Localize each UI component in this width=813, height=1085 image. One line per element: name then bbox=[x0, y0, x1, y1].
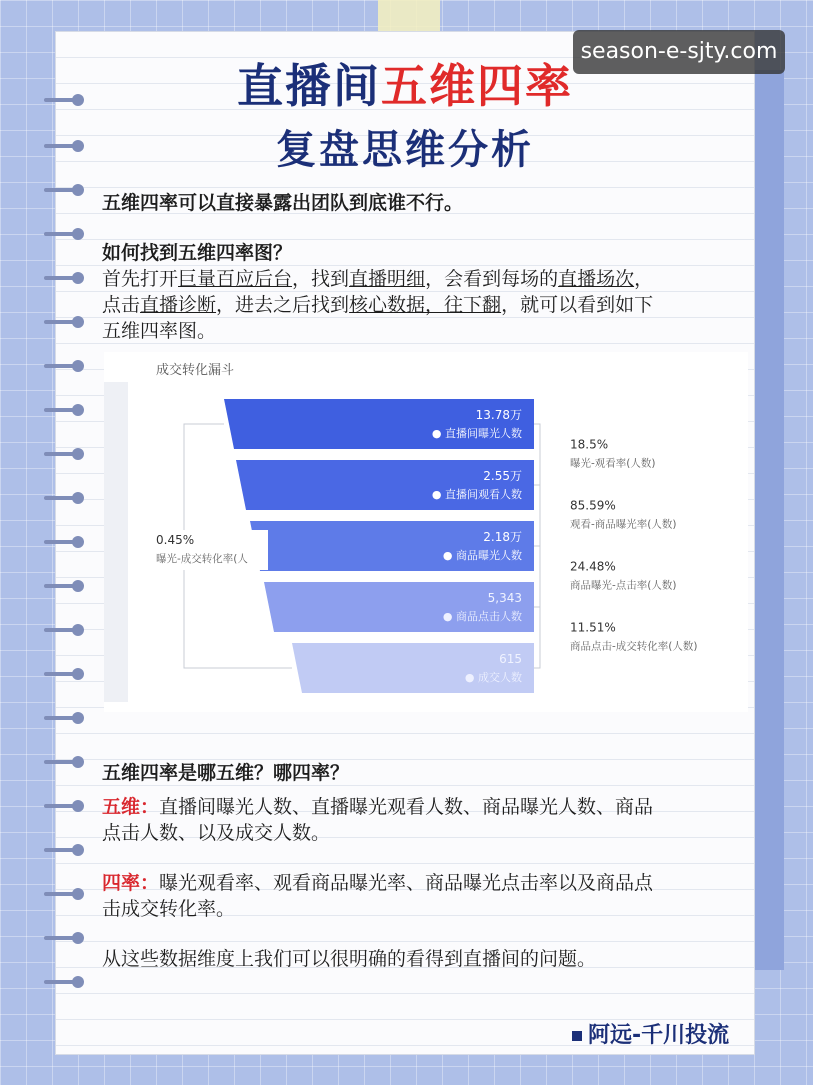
ring-dot bbox=[72, 668, 84, 680]
ring-dot bbox=[72, 404, 84, 416]
closing-text: 从这些数据维度上我们可以很明确的看得到直播间的问题。 bbox=[102, 948, 597, 970]
how-link-baiying: 巨量百应后台 bbox=[178, 268, 293, 290]
ring-dot bbox=[72, 272, 84, 284]
binder-ring bbox=[44, 448, 90, 460]
binder-ring bbox=[44, 536, 90, 548]
page-title bbox=[56, 50, 754, 116]
chart-side-strip bbox=[104, 382, 128, 702]
binder-ring bbox=[44, 668, 90, 680]
funnel-stage-label: ● 商品点击人数 bbox=[442, 610, 522, 623]
overall-rate-value: 0.45% bbox=[156, 533, 195, 547]
funnel-stage bbox=[264, 582, 534, 632]
what-heading: 五维四率是哪五维？哪四率？ bbox=[102, 762, 350, 784]
funnel-stage bbox=[292, 643, 534, 693]
binder-ring bbox=[44, 932, 90, 944]
ring-dot bbox=[72, 800, 84, 812]
binder-ring bbox=[44, 184, 90, 196]
ring-dot bbox=[72, 448, 84, 460]
how-text: 点击 bbox=[102, 294, 141, 316]
binder-ring bbox=[44, 316, 90, 328]
silv-text: 曝光观看率、观看商品曝光率、商品曝光点击率以及商品点 bbox=[159, 872, 654, 894]
how-link-session: 直播场次 bbox=[558, 268, 635, 290]
how-heading: 如何找到五维四率图？ bbox=[102, 242, 293, 264]
binder-ring bbox=[44, 492, 90, 504]
chart-title: 成交转化漏斗 bbox=[156, 363, 235, 378]
rate-bracket bbox=[534, 485, 540, 546]
wuwei-line-1 bbox=[102, 794, 653, 821]
binder-ring bbox=[44, 624, 90, 636]
ring-dot bbox=[72, 580, 84, 592]
ring-dot bbox=[72, 888, 84, 900]
how-line-3: 五维四率图。 bbox=[102, 320, 217, 342]
binder-ring bbox=[44, 228, 90, 240]
how-text: ，就可以看到如下 bbox=[501, 294, 654, 316]
rate-label: 曝光-观看率(人数) bbox=[570, 457, 656, 470]
rate-bracket bbox=[534, 546, 540, 607]
funnel-chart bbox=[104, 352, 748, 712]
binder-ring bbox=[44, 844, 90, 856]
silv-line-1 bbox=[102, 870, 653, 897]
rate-value: 24.48% bbox=[570, 559, 616, 574]
funnel-stage-value: 13.78万 bbox=[475, 408, 522, 422]
ring-dot bbox=[72, 756, 84, 768]
ring-dot bbox=[72, 360, 84, 372]
funnel-stage bbox=[236, 460, 534, 510]
how-text: ，找到 bbox=[292, 268, 350, 290]
funnel-stage-value: 2.55万 bbox=[483, 469, 522, 483]
how-link-detail: 直播明细 bbox=[349, 268, 426, 290]
funnel-stage-value: 2.18万 bbox=[483, 530, 522, 544]
ring-dot bbox=[72, 492, 84, 504]
ring-dot bbox=[72, 316, 84, 328]
wuwei-text: 直播间曝光人数、直播曝光观看人数、商品曝光人数、商品 bbox=[159, 796, 654, 818]
ring-dot bbox=[72, 976, 84, 988]
rate-value: 18.5% bbox=[570, 437, 609, 452]
title-highlight: 五维四率 bbox=[381, 59, 573, 113]
wuwei-line-2: 点击人数、以及成交人数。 bbox=[102, 822, 331, 844]
binder-ring bbox=[44, 404, 90, 416]
signature bbox=[572, 1018, 729, 1049]
binder-ring bbox=[44, 800, 90, 812]
binder-ring bbox=[44, 756, 90, 768]
binder-ring bbox=[44, 888, 90, 900]
how-line-2 bbox=[102, 292, 653, 319]
how-text: 首先打开 bbox=[102, 268, 179, 290]
ring-dot bbox=[72, 228, 84, 240]
rate-bracket bbox=[534, 607, 540, 668]
ring-dot bbox=[72, 624, 84, 636]
binder-ring bbox=[44, 360, 90, 372]
intro-text: 五维四率可以直接暴露出团队到底谁不行。 bbox=[102, 192, 464, 214]
how-text: ，进去之后找到 bbox=[216, 294, 350, 316]
funnel-stage-value: 615 bbox=[499, 652, 522, 666]
ring-dot bbox=[72, 712, 84, 724]
funnel-stage-label: ● 商品曝光人数 bbox=[442, 549, 522, 562]
binder-ring bbox=[44, 272, 90, 284]
funnel-stage-label: ● 直播间观看人数 bbox=[431, 488, 522, 501]
binder-ring bbox=[44, 712, 90, 724]
silv-line-2: 击成交转化率。 bbox=[102, 898, 236, 920]
overall-rate-label: 曝光-成交转化率(人 bbox=[156, 553, 248, 565]
wuwei-label: 五维： bbox=[102, 796, 160, 818]
rate-bracket bbox=[534, 424, 540, 485]
rate-value: 85.59% bbox=[570, 498, 616, 513]
watermark: season-e-sjty.com bbox=[573, 30, 785, 74]
rate-value: 11.51% bbox=[570, 620, 616, 635]
funnel-stage bbox=[224, 399, 534, 449]
funnel-stage bbox=[250, 521, 534, 571]
ring-dot bbox=[72, 932, 84, 944]
ring-dot bbox=[72, 844, 84, 856]
how-text: ， bbox=[634, 268, 654, 290]
silv-label: 四率： bbox=[102, 872, 160, 894]
title-part-a: 直播间 bbox=[237, 59, 381, 113]
how-link-diagnosis: 直播诊断 bbox=[140, 294, 217, 316]
binder-ring bbox=[44, 976, 90, 988]
rate-label: 观看-商品曝光率(人数) bbox=[570, 518, 677, 531]
signature-square bbox=[572, 1031, 582, 1041]
page-subtitle: 复盘思维分析 bbox=[276, 127, 534, 173]
rate-label: 商品曝光-点击率(人数) bbox=[570, 579, 677, 592]
ring-dot bbox=[72, 536, 84, 548]
ring-dot bbox=[72, 184, 84, 196]
how-line-1 bbox=[102, 266, 653, 293]
funnel-stage-value: 5,343 bbox=[487, 591, 522, 605]
funnel-stage-label: ● 成交人数 bbox=[464, 671, 522, 684]
funnel-svg bbox=[104, 352, 748, 712]
funnel-stage-label: ● 直播间曝光人数 bbox=[431, 427, 522, 440]
binder-ring bbox=[44, 580, 90, 592]
rate-label: 商品点击-成交转化率(人数) bbox=[570, 640, 698, 653]
how-text: ，会看到每场的 bbox=[425, 268, 559, 290]
signature-text: 阿远-千川投流 bbox=[588, 1023, 730, 1048]
how-link-core-data: 核心数据，往下翻 bbox=[349, 294, 502, 316]
